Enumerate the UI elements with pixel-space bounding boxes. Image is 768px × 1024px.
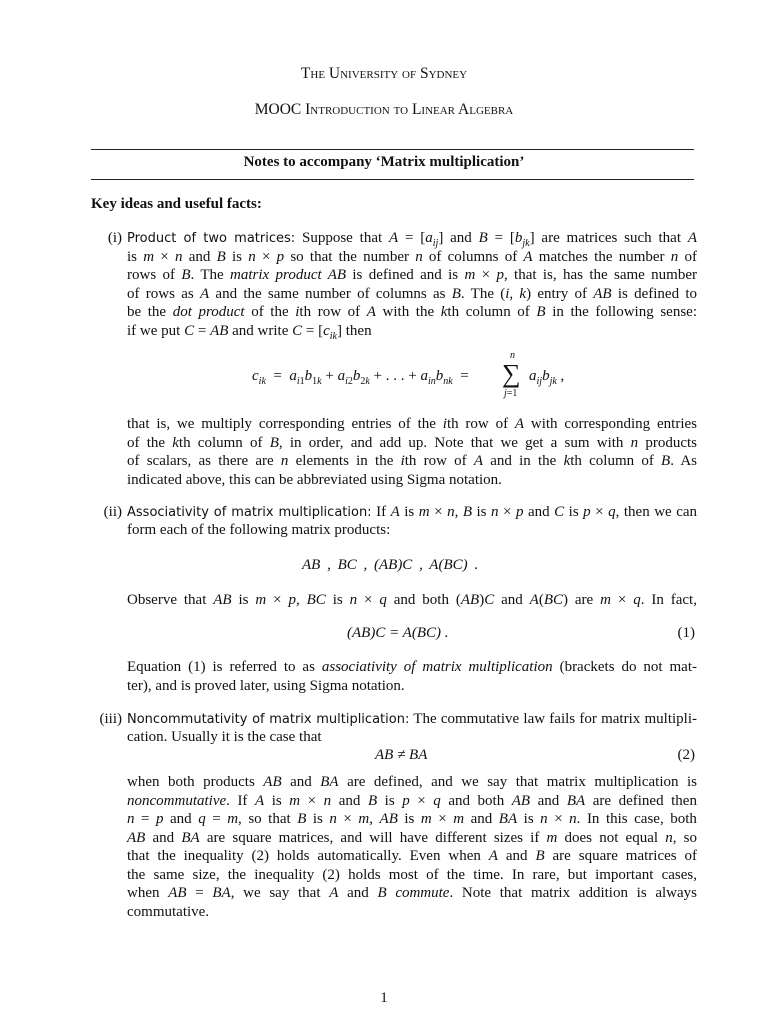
bottom-rule: [91, 179, 694, 180]
sigma-symbol: ∑: [502, 359, 521, 388]
product-entry-equation: $c_{ik} = a_{i1}b_{1k} + a_{i2}b_{2k}$ + . . . + $a_{in}b_{nk}$ =: [252, 368, 469, 387]
equation-number: (1): [677, 625, 695, 641]
associativity-equation: (AB)C = A(BC) .: [347, 625, 449, 641]
item-number: (i): [107, 230, 122, 246]
item-heading: Product of two matrices:: [127, 231, 296, 246]
course-title: MOOC Introduction to Linear Algebra: [254, 101, 514, 118]
item-number: (ii): [103, 504, 122, 520]
section-heading: Key ideas and useful facts:: [91, 196, 262, 212]
top-rule: [91, 149, 694, 150]
noncommutativity-equation: AB ≠ BA: [375, 747, 428, 763]
notes-title: Notes to accompany ‘Matrix multiplication’: [243, 154, 525, 170]
item-number: (iii): [99, 711, 122, 727]
page-number: 1: [380, 990, 388, 1006]
equation-number: (2): [677, 747, 695, 763]
university-name: The University of Sydney: [300, 65, 468, 82]
item-heading: Noncommutativity of matrix multiplication:: [127, 712, 410, 727]
products-list: AB , BC , (AB)C , A(BC) .: [302, 557, 479, 573]
item-heading: Associativity of matrix multiplication:: [127, 505, 372, 520]
